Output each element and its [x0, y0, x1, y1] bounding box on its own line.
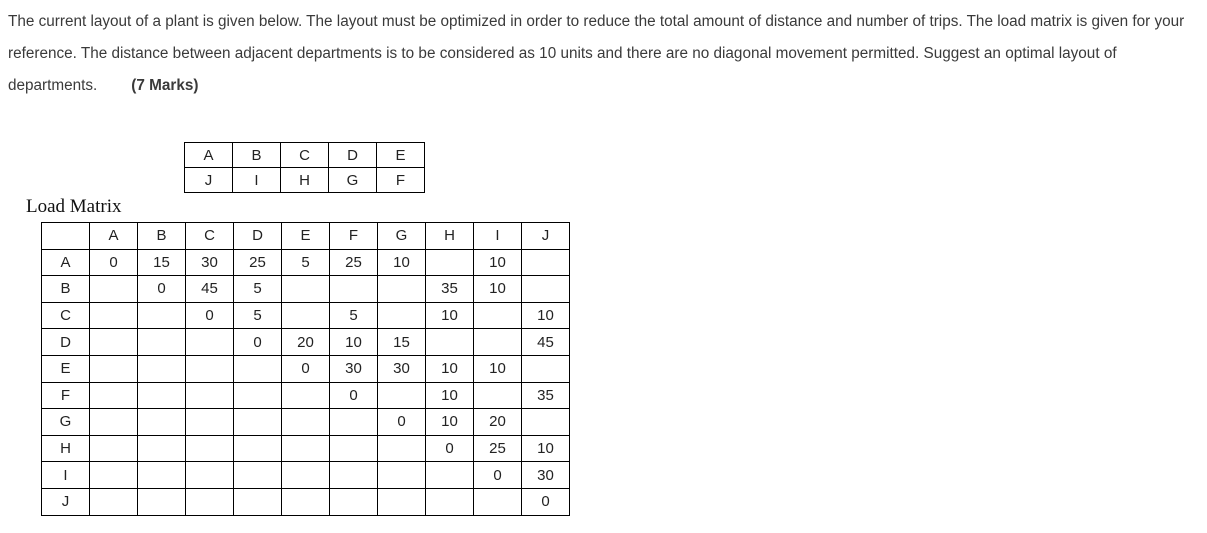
layout-cell: E [377, 143, 425, 168]
column-header: E [282, 223, 330, 250]
matrix-cell [90, 329, 138, 356]
matrix-cell [330, 435, 378, 462]
load-matrix-header-row [42, 223, 570, 250]
matrix-cell [138, 462, 186, 489]
column-header: G [378, 223, 426, 250]
matrix-cell [282, 435, 330, 462]
matrix-cell [90, 302, 138, 329]
layout-cell: J [185, 168, 233, 193]
matrix-cell [522, 355, 570, 382]
matrix-cell: 0 [330, 382, 378, 409]
matrix-cell: 0 [378, 409, 426, 436]
table-row [42, 462, 570, 489]
row-header: C [42, 302, 90, 329]
matrix-cell [282, 382, 330, 409]
matrix-cell: 10 [426, 355, 474, 382]
matrix-cell [138, 329, 186, 356]
row-header: H [42, 435, 90, 462]
layout-cell: F [377, 168, 425, 193]
matrix-cell: 0 [138, 276, 186, 303]
matrix-cell: 35 [522, 382, 570, 409]
question-text [8, 6, 1203, 102]
matrix-cell: 10 [522, 435, 570, 462]
table-row [42, 355, 570, 382]
matrix-cell: 30 [330, 355, 378, 382]
matrix-cell: 10 [426, 409, 474, 436]
matrix-cell [330, 276, 378, 303]
matrix-cell [90, 462, 138, 489]
matrix-cell [234, 355, 282, 382]
matrix-cell [138, 409, 186, 436]
matrix-cell: 15 [378, 329, 426, 356]
matrix-cell [330, 409, 378, 436]
matrix-cell [522, 276, 570, 303]
matrix-cell: 10 [474, 249, 522, 276]
matrix-cell [138, 382, 186, 409]
matrix-cell: 0 [474, 462, 522, 489]
table-row [42, 276, 570, 303]
matrix-cell [234, 462, 282, 489]
matrix-cell [186, 488, 234, 515]
matrix-cell [474, 302, 522, 329]
matrix-cell: 5 [330, 302, 378, 329]
matrix-cell [474, 488, 522, 515]
matrix-cell [234, 488, 282, 515]
matrix-cell: 5 [234, 276, 282, 303]
matrix-cell [186, 355, 234, 382]
matrix-cell: 0 [234, 329, 282, 356]
matrix-cell: 5 [282, 249, 330, 276]
matrix-cell [330, 462, 378, 489]
column-header: D [234, 223, 282, 250]
matrix-cell: 20 [474, 409, 522, 436]
row-header: B [42, 276, 90, 303]
row-header: I [42, 462, 90, 489]
table-row [42, 249, 570, 276]
plant-layout-grid [184, 142, 425, 193]
matrix-cell [378, 382, 426, 409]
matrix-cell [90, 355, 138, 382]
matrix-cell [234, 409, 282, 436]
matrix-cell: 25 [474, 435, 522, 462]
matrix-cell [522, 409, 570, 436]
matrix-cell [426, 488, 474, 515]
matrix-cell [90, 276, 138, 303]
matrix-cell [426, 329, 474, 356]
matrix-cell: 5 [234, 302, 282, 329]
column-header: C [186, 223, 234, 250]
table-row [42, 488, 570, 515]
layout-cell: I [233, 168, 281, 193]
matrix-cell: 0 [522, 488, 570, 515]
matrix-cell [426, 462, 474, 489]
matrix-cell: 20 [282, 329, 330, 356]
column-header: A [90, 223, 138, 250]
matrix-cell [330, 488, 378, 515]
column-header: F [330, 223, 378, 250]
row-header: F [42, 382, 90, 409]
matrix-cell: 30 [378, 355, 426, 382]
matrix-cell: 10 [474, 276, 522, 303]
table-row [42, 435, 570, 462]
matrix-cell [138, 302, 186, 329]
layout-row [185, 143, 425, 168]
matrix-cell [378, 302, 426, 329]
matrix-cell [282, 409, 330, 436]
matrix-cell [474, 382, 522, 409]
table-row [42, 409, 570, 436]
matrix-cell: 30 [522, 462, 570, 489]
matrix-cell [90, 488, 138, 515]
matrix-cell [90, 409, 138, 436]
layout-cell: D [329, 143, 377, 168]
matrix-cell: 10 [426, 302, 474, 329]
matrix-cell [378, 488, 426, 515]
load-matrix-corner-cell [42, 223, 90, 250]
matrix-cell: 15 [138, 249, 186, 276]
matrix-cell [282, 488, 330, 515]
column-header: J [522, 223, 570, 250]
row-header: A [42, 249, 90, 276]
matrix-cell [186, 462, 234, 489]
matrix-cell [186, 435, 234, 462]
table-row [42, 302, 570, 329]
matrix-cell [282, 276, 330, 303]
layout-cell: H [281, 168, 329, 193]
matrix-cell: 0 [282, 355, 330, 382]
matrix-cell [282, 462, 330, 489]
matrix-cell: 45 [186, 276, 234, 303]
layout-cell: G [329, 168, 377, 193]
column-header: I [474, 223, 522, 250]
matrix-cell: 10 [474, 355, 522, 382]
table-row [42, 329, 570, 356]
layout-cell: A [185, 143, 233, 168]
row-header: E [42, 355, 90, 382]
matrix-cell [186, 329, 234, 356]
matrix-cell: 0 [426, 435, 474, 462]
table-row [42, 382, 570, 409]
marks-label: (7 Marks) [131, 77, 199, 94]
matrix-cell: 10 [330, 329, 378, 356]
column-header: B [138, 223, 186, 250]
matrix-cell: 10 [522, 302, 570, 329]
layout-row [185, 168, 425, 193]
matrix-cell [378, 462, 426, 489]
row-header: D [42, 329, 90, 356]
matrix-cell [522, 249, 570, 276]
matrix-cell: 45 [522, 329, 570, 356]
question-body: The current layout of a plant is given below. The layout must be optimized in order to reduce the total amount of distance and number of trips. The load matrix is given for your reference. The distance between adjacent departments is to be considered as 10 units and there are no diagonal movement permitted. Suggest an optimal layout of departments. [8, 13, 1185, 94]
matrix-cell: 30 [186, 249, 234, 276]
matrix-cell: 10 [426, 382, 474, 409]
matrix-cell [378, 276, 426, 303]
matrix-cell: 25 [330, 249, 378, 276]
matrix-cell [186, 409, 234, 436]
matrix-cell [378, 435, 426, 462]
matrix-cell: 35 [426, 276, 474, 303]
layout-cell: B [233, 143, 281, 168]
matrix-cell [90, 435, 138, 462]
matrix-cell [138, 355, 186, 382]
row-header: G [42, 409, 90, 436]
matrix-cell [90, 382, 138, 409]
matrix-cell [186, 382, 234, 409]
matrix-cell: 10 [378, 249, 426, 276]
layout-cell: C [281, 143, 329, 168]
matrix-cell [138, 435, 186, 462]
row-header: J [42, 488, 90, 515]
matrix-cell [474, 329, 522, 356]
matrix-cell: 0 [186, 302, 234, 329]
matrix-cell: 0 [90, 249, 138, 276]
matrix-cell [426, 249, 474, 276]
matrix-cell: 25 [234, 249, 282, 276]
matrix-cell [282, 302, 330, 329]
load-matrix-table [41, 222, 570, 516]
matrix-cell [138, 488, 186, 515]
column-header: H [426, 223, 474, 250]
matrix-cell [234, 382, 282, 409]
matrix-cell [234, 435, 282, 462]
load-matrix-title: Load Matrix [26, 196, 122, 217]
